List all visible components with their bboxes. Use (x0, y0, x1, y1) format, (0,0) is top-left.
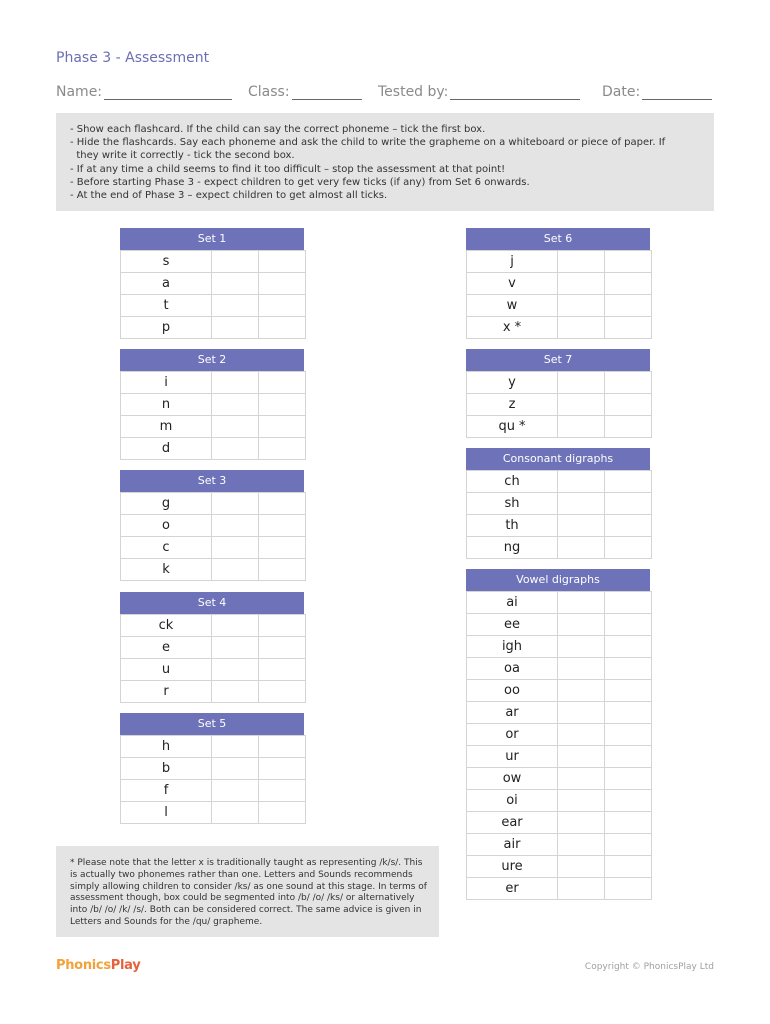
say-tick-box[interactable] (212, 758, 259, 780)
tested-by-line[interactable] (450, 85, 580, 100)
set-title: Vowel digraphs (466, 569, 650, 591)
instructions-box (56, 113, 714, 211)
grapheme-cell: i (121, 372, 212, 394)
table-row (467, 493, 652, 515)
write-tick-box[interactable] (605, 295, 652, 317)
grapheme-cell: x * (467, 317, 558, 339)
instruction-line: - Show each flashcard. If the child can say the correct phoneme – tick the first box. (70, 124, 486, 135)
grapheme-cell: ch (467, 471, 558, 493)
table-row (121, 295, 306, 317)
grapheme-cell: oa (467, 658, 558, 680)
write-tick-box[interactable] (259, 273, 306, 295)
table-row (121, 493, 306, 515)
say-tick-box[interactable] (558, 856, 605, 878)
write-tick-box[interactable] (605, 790, 652, 812)
table-row (467, 680, 652, 702)
set-title: Set 1 (120, 228, 304, 250)
copyright-text: Copyright © PhonicsPlay Ltd (584, 962, 714, 972)
phonicsplay-logo (56, 958, 140, 973)
instruction-line: - Hide the flashcards. Say each phoneme and ask the child to write the grapheme on a whiteboard or piece of paper. If they write it correctly - tick the second box. (70, 137, 666, 162)
grapheme-cell: or (467, 724, 558, 746)
set-table (120, 470, 304, 581)
grapheme-cell: f (121, 780, 212, 802)
grapheme-cell: m (121, 416, 212, 438)
grapheme-cell: e (121, 637, 212, 659)
grapheme-cell: z (467, 394, 558, 416)
grapheme-cell: t (121, 295, 212, 317)
set-title: Set 2 (120, 349, 304, 371)
write-tick-box[interactable] (605, 273, 652, 295)
grapheme-cell: qu * (467, 416, 558, 438)
table-row (467, 702, 652, 724)
grapheme-cell: er (467, 878, 558, 900)
write-tick-box[interactable] (605, 878, 652, 900)
set-table (466, 228, 650, 339)
instruction-line: - If at any time a child seems to find it too difficult – stop the assessment at that point! (70, 163, 506, 175)
write-tick-box[interactable] (605, 394, 652, 416)
write-tick-box[interactable] (605, 702, 652, 724)
write-tick-box[interactable] (259, 317, 306, 339)
table-row (467, 636, 652, 658)
grapheme-cell: h (121, 736, 212, 758)
grapheme-cell: o (121, 515, 212, 537)
set-title: Set 3 (120, 470, 304, 492)
say-tick-box[interactable] (558, 394, 605, 416)
say-tick-box[interactable] (212, 394, 259, 416)
header-fields (56, 80, 714, 102)
table-row (467, 295, 652, 317)
set-table (120, 228, 304, 339)
write-tick-box[interactable] (605, 680, 652, 702)
table-row (467, 273, 652, 295)
class-label: Class: (248, 84, 290, 100)
write-tick-box[interactable] (259, 416, 306, 438)
say-tick-box[interactable] (558, 592, 605, 614)
footnote-box (56, 846, 439, 937)
grapheme-cell: j (467, 251, 558, 273)
say-tick-box[interactable] (558, 515, 605, 537)
name-line[interactable] (104, 85, 232, 100)
table-row (121, 394, 306, 416)
table-row (121, 802, 306, 824)
class-line[interactable] (292, 85, 362, 100)
grapheme-cell: air (467, 834, 558, 856)
table-row (121, 273, 306, 295)
write-tick-box[interactable] (605, 856, 652, 878)
write-tick-box[interactable] (259, 438, 306, 460)
tested-by-label: Tested by: (378, 84, 449, 100)
grapheme-cell: w (467, 295, 558, 317)
write-tick-box[interactable] (605, 537, 652, 559)
set-title: Set 5 (120, 713, 304, 735)
grapheme-cell: p (121, 317, 212, 339)
write-tick-box[interactable] (605, 592, 652, 614)
say-tick-box[interactable] (558, 317, 605, 339)
say-tick-box[interactable] (558, 273, 605, 295)
write-tick-box[interactable] (605, 317, 652, 339)
set-title: Set 4 (120, 592, 304, 614)
say-tick-box[interactable] (558, 614, 605, 636)
table-row (121, 515, 306, 537)
grapheme-cell: c (121, 537, 212, 559)
write-tick-box[interactable] (259, 372, 306, 394)
table-row (467, 790, 652, 812)
say-tick-box[interactable] (212, 317, 259, 339)
table-row (121, 317, 306, 339)
write-tick-box[interactable] (605, 471, 652, 493)
say-tick-box[interactable] (212, 372, 259, 394)
table-row (121, 251, 306, 273)
write-tick-box[interactable] (605, 658, 652, 680)
grapheme-cell: ck (121, 615, 212, 637)
table-row (467, 537, 652, 559)
say-tick-box[interactable] (558, 812, 605, 834)
write-tick-box[interactable] (259, 681, 306, 703)
write-tick-box[interactable] (259, 559, 306, 581)
say-tick-box[interactable] (212, 251, 259, 273)
grapheme-cell: y (467, 372, 558, 394)
write-tick-box[interactable] (259, 637, 306, 659)
say-tick-box[interactable] (212, 537, 259, 559)
table-row (467, 471, 652, 493)
write-tick-box[interactable] (259, 659, 306, 681)
write-tick-box[interactable] (605, 768, 652, 790)
table-row (121, 780, 306, 802)
grapheme-cell: k (121, 559, 212, 581)
set-title: Set 7 (466, 349, 650, 371)
say-tick-box[interactable] (558, 416, 605, 438)
grapheme-cell: ure (467, 856, 558, 878)
table-row (467, 724, 652, 746)
say-tick-box[interactable] (212, 802, 259, 824)
write-tick-box[interactable] (605, 416, 652, 438)
grapheme-cell: u (121, 659, 212, 681)
table-row (121, 615, 306, 637)
table-row (467, 515, 652, 537)
set-table (466, 569, 650, 900)
table-row (121, 559, 306, 581)
grapheme-cell: d (121, 438, 212, 460)
grapheme-cell: ai (467, 592, 558, 614)
say-tick-box[interactable] (558, 251, 605, 273)
write-tick-box[interactable] (605, 724, 652, 746)
say-tick-box[interactable] (212, 681, 259, 703)
write-tick-box[interactable] (605, 515, 652, 537)
grapheme-cell: th (467, 515, 558, 537)
table-row (467, 614, 652, 636)
table-row (121, 758, 306, 780)
say-tick-box[interactable] (558, 790, 605, 812)
table-row (467, 416, 652, 438)
table-row (467, 856, 652, 878)
grapheme-cell: ar (467, 702, 558, 724)
say-tick-box[interactable] (558, 680, 605, 702)
write-tick-box[interactable] (605, 812, 652, 834)
grapheme-cell: s (121, 251, 212, 273)
write-tick-box[interactable] (259, 780, 306, 802)
say-tick-box[interactable] (212, 615, 259, 637)
table-row (467, 317, 652, 339)
set-title: Consonant digraphs (466, 448, 650, 470)
table-row (121, 537, 306, 559)
table-row (467, 394, 652, 416)
write-tick-box[interactable] (259, 515, 306, 537)
name-field[interactable] (56, 80, 232, 100)
table-row (121, 681, 306, 703)
write-tick-box[interactable] (259, 802, 306, 824)
write-tick-box[interactable] (605, 372, 652, 394)
grapheme-cell: ur (467, 746, 558, 768)
instruction-line: - Before starting Phase 3 - expect children to get very few ticks (if any) from Set 6 onwards. (70, 176, 530, 188)
write-tick-box[interactable] (605, 251, 652, 273)
set-table (466, 349, 650, 438)
footnote-text: * Please note that the letter x is traditionally taught as representing /k/s/. This is actually two phonemes rather than one. Letters and Sounds recommends simply allowing children to consider /ks/ as one sound at this stage. In terms of assessment though, box could be segmented into /b/ /o/ /ks/ or alternatively into /b/ /o/ /k/ /s/. Both can be considered correct. The same advice is given in Letters and Sounds for the /qu/ grapheme. (70, 858, 427, 927)
logo-part-2: Play (110, 958, 141, 973)
say-tick-box[interactable] (558, 471, 605, 493)
name-label: Name: (56, 84, 103, 100)
grapheme-cell: igh (467, 636, 558, 658)
say-tick-box[interactable] (558, 702, 605, 724)
grapheme-cell: ow (467, 768, 558, 790)
write-tick-box[interactable] (605, 834, 652, 856)
grapheme-cell: ng (467, 537, 558, 559)
say-tick-box[interactable] (212, 295, 259, 317)
write-tick-box[interactable] (259, 295, 306, 317)
say-tick-box[interactable] (558, 746, 605, 768)
say-tick-box[interactable] (212, 515, 259, 537)
grapheme-cell: ee (467, 614, 558, 636)
set-table (120, 713, 304, 824)
grapheme-cell: oi (467, 790, 558, 812)
table-row (467, 251, 652, 273)
grapheme-cell: a (121, 273, 212, 295)
write-tick-box[interactable] (259, 758, 306, 780)
write-tick-box[interactable] (259, 736, 306, 758)
say-tick-box[interactable] (558, 636, 605, 658)
table-row (121, 637, 306, 659)
date-field[interactable] (602, 80, 712, 100)
say-tick-box[interactable] (558, 493, 605, 515)
table-row (467, 768, 652, 790)
grapheme-cell: r (121, 681, 212, 703)
table-row (467, 372, 652, 394)
table-row (467, 812, 652, 834)
grapheme-cell: v (467, 273, 558, 295)
say-tick-box[interactable] (558, 372, 605, 394)
tested-by-field[interactable] (378, 80, 580, 100)
say-tick-box[interactable] (212, 493, 259, 515)
table-row (467, 746, 652, 768)
say-tick-box[interactable] (558, 537, 605, 559)
table-row (467, 658, 652, 680)
set-table (120, 349, 304, 460)
write-tick-box[interactable] (605, 746, 652, 768)
grapheme-cell: sh (467, 493, 558, 515)
say-tick-box[interactable] (212, 637, 259, 659)
write-tick-box[interactable] (605, 614, 652, 636)
set-table (466, 448, 650, 559)
say-tick-box[interactable] (558, 295, 605, 317)
write-tick-box[interactable] (259, 251, 306, 273)
grapheme-cell: g (121, 493, 212, 515)
grapheme-cell: n (121, 394, 212, 416)
set-title: Set 6 (466, 228, 650, 250)
set-table (120, 592, 304, 703)
page-title: Phase 3 - Assessment (56, 50, 210, 66)
write-tick-box[interactable] (259, 615, 306, 637)
say-tick-box[interactable] (558, 878, 605, 900)
say-tick-box[interactable] (558, 658, 605, 680)
say-tick-box[interactable] (212, 416, 259, 438)
say-tick-box[interactable] (558, 724, 605, 746)
say-tick-box[interactable] (212, 438, 259, 460)
table-row (121, 372, 306, 394)
grapheme-cell: oo (467, 680, 558, 702)
class-field[interactable] (248, 80, 362, 100)
table-row (121, 438, 306, 460)
say-tick-box[interactable] (212, 780, 259, 802)
date-label: Date: (602, 84, 641, 100)
table-row (121, 416, 306, 438)
say-tick-box[interactable] (558, 834, 605, 856)
write-tick-box[interactable] (259, 493, 306, 515)
say-tick-box[interactable] (212, 659, 259, 681)
table-row (467, 592, 652, 614)
date-line[interactable] (642, 85, 712, 100)
write-tick-box[interactable] (605, 493, 652, 515)
say-tick-box[interactable] (212, 559, 259, 581)
table-row (121, 659, 306, 681)
write-tick-box[interactable] (605, 636, 652, 658)
write-tick-box[interactable] (259, 537, 306, 559)
logo-part-1: Phonics (56, 958, 111, 973)
write-tick-box[interactable] (259, 394, 306, 416)
instruction-line: - At the end of Phase 3 – expect children to get almost all ticks. (70, 190, 388, 202)
say-tick-box[interactable] (212, 736, 259, 758)
table-row (467, 878, 652, 900)
grapheme-cell: ear (467, 812, 558, 834)
table-row (121, 736, 306, 758)
table-row (467, 834, 652, 856)
grapheme-cell: b (121, 758, 212, 780)
grapheme-cell: l (121, 802, 212, 824)
say-tick-box[interactable] (212, 273, 259, 295)
say-tick-box[interactable] (558, 768, 605, 790)
